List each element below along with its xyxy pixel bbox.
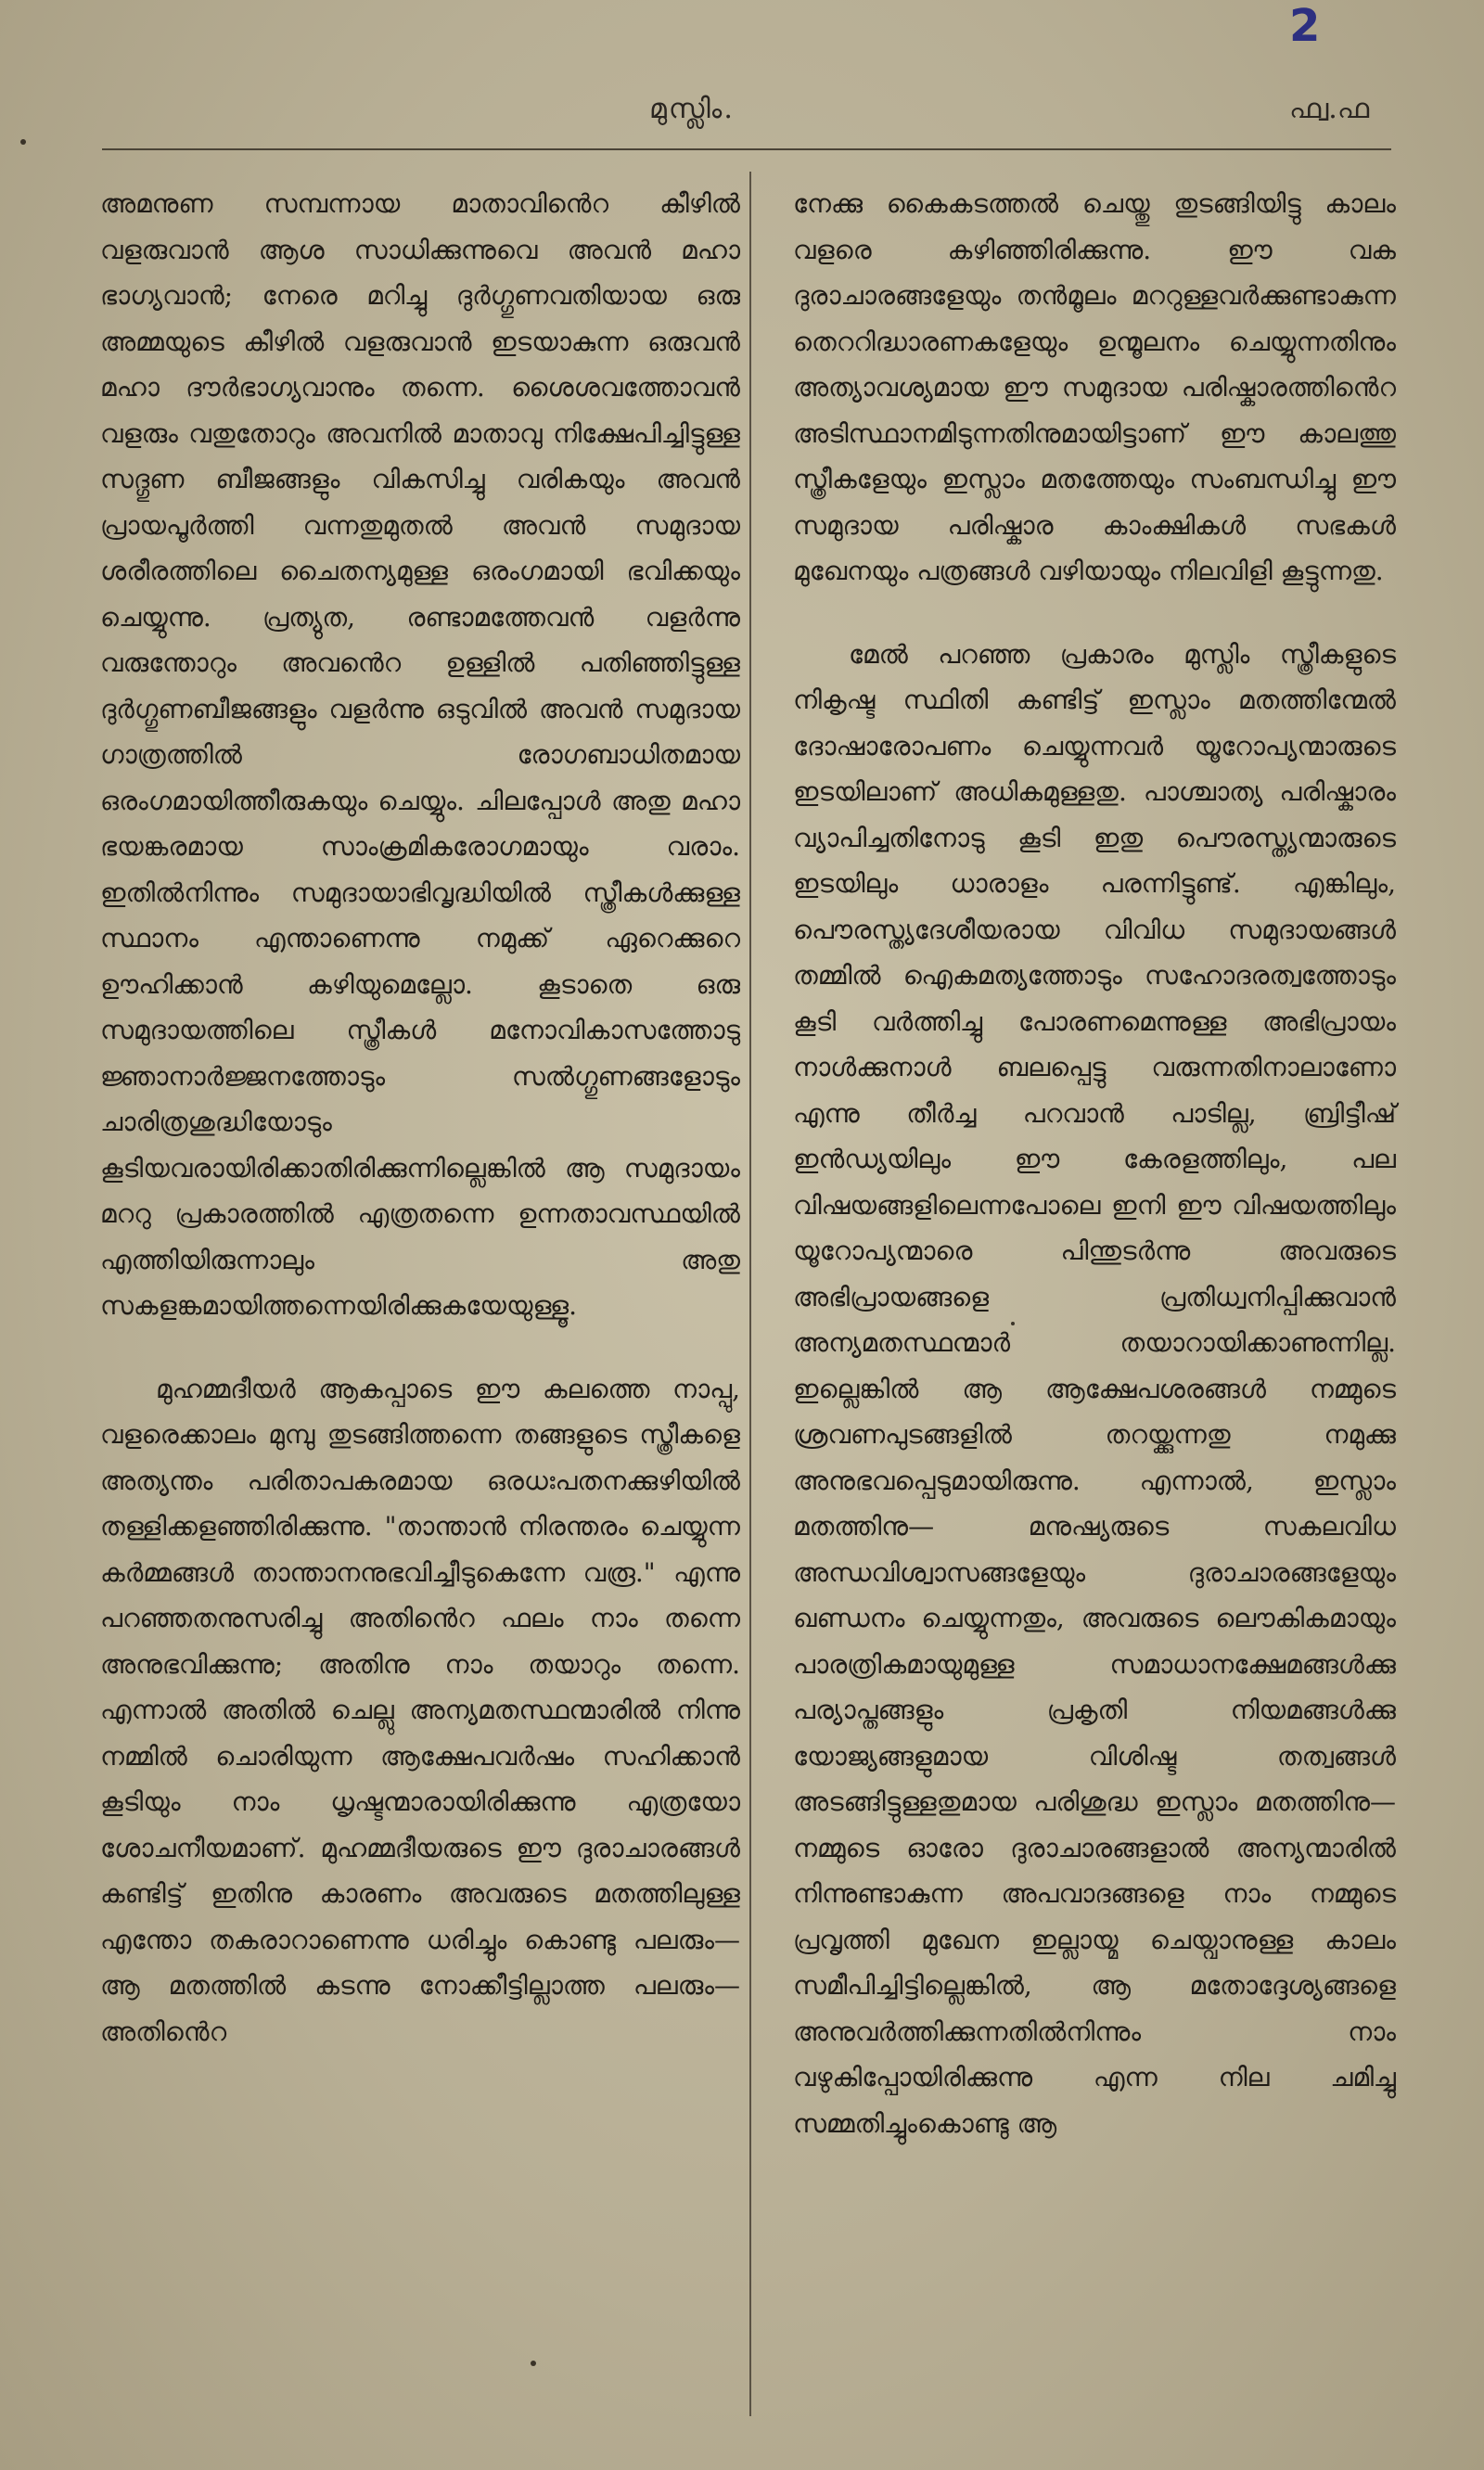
running-header-page-number: ഫ്വ.ഫ [1289,93,1370,125]
running-header-title: മുസ്ലിം. [649,93,735,125]
paper-speck [20,139,26,145]
paper-speck [531,2361,536,2366]
paper-speck [1011,1322,1015,1325]
right-paragraph-2: മേൽ പറഞ്ഞ പ്രകാരം മുസ്ലിം സ്ത്രീകളുടെ നികൃഷ്ട സ്ഥിതി കണ്ടിട്ട് ഇസ്ലാം മതത്തിന്മേൽ ദോഷാരോപണം ചെയ്യുന്നവർ യൂറോപ്യന്മാരുടെ ഇടയിലാണ് അധികമുള്ളതു. പാശ്ചാത്യ പരിഷ്കാരം വ്യാപിച്ചതിനോടു കൂടി ഇതു പൌരസ്ത്യന്മാരുടെ ഇടയിലും ധാരാളം പരന്നിട്ടുണ്ട്. എങ്കിലും, പൌരസ്ത്യദേശീയരായ വിവിധ സമുദായങ്ങൾ തമ്മിൽ ഐകമത്യത്തോടും സഹോദരത്വത്തോടും കൂടി വർത്തിച്ചു പോരണമെന്നുള്ള അഭിപ്രായം നാൾക്കുനാൾ ബലപ്പെട്ടു വരുന്നതിനാലാണോ എന്നു തീർച്ച പറവാൻ പാടില്ല, ബ്രിട്ടീഷ് ഇൻഡ്യയിലും ഈ കേരളത്തിലും, പല വിഷയങ്ങളിലെന്നപോലെ ഇനി ഈ വിഷയത്തിലും യൂറോപ്യന്മാരെ പിന്തുടർന്നു അവരുടെ അഭിപ്രായങ്ങളെ പ്രതിധ്വനിപ്പിക്കുവാൻ അന്യമതസ്ഥന്മാർ തയാറായിക്കാണുന്നില്ല. ഇല്ലെങ്കിൽ ആ ആക്ഷേപശരങ്ങൾ നമ്മുടെ ശ്രവണപുടങ്ങളിൽ തറയ്ക്കുന്നതു നമുക്കു അനുഭവപ്പെടുമായിരുന്നു. എന്നാൽ, ഇസ്ലാം മതത്തിനു— മനുഷ്യരുടെ സകലവിധ അന്ധവിശ്വാസങ്ങളേയും ദുരാചാരങ്ങളേയും ഖണ്ഡനം ചെയ്യുന്നതും, അവരുടെ ലൌകികമായും പാരത്രികമായുമുള്ള സമാധാനക്ഷേമങ്ങൾക്കു പര്യാപ്തങ്ങളും പ്രകൃതി നിയമങ്ങൾക്കു യോജ്യങ്ങളുമായ വിശിഷ്ട തത്വങ്ങൾ അടങ്ങിട്ടുള്ളതുമായ പരിശുദ്ധ ഇസ്ലാം മതത്തിനു— നമ്മുടെ ഓരോ ദുരാചാരങ്ങളാൽ അന്യന്മാരിൽ നിന്നുണ്ടാകുന്ന അപവാദങ്ങളെ നാം നമ്മുടെ പ്രവൃത്തി മുഖേന ഇല്ലായ്മ ചെയ്വാനുള്ള കാലം സമീപിച്ചിട്ടില്ലെങ്കിൽ, ആ മതോദ്ദേശ്യങ്ങളെ അനുവർത്തിക്കുന്നതിൽനിന്നും നാം വഴുകിപ്പോയിരിക്കുന്നു എന്ന നില ചമിച്ചു സമ്മതിച്ചുംകൊണ്ടു ആ [793,638,1396,2139]
page-number: 2 [1289,0,1321,52]
header-rule [102,148,1391,150]
left-paragraph-2: മുഹമ്മദീയർ ആകപ്പാടെ ഈ കലത്തെ നാപ്പു, വളരെക്കാലം മുമ്പു തുടങ്ങിത്തന്നെ തങ്ങളുടെ സ്ത്രീകളെ അത്യന്തം പരിതാപകരമായ ഒരധഃപതനക്കുഴിയിൽ തള്ളിക്കളഞ്ഞിരിക്കുന്നു. "താന്താൻ നിരന്തരം ചെയ്യുന്ന കർമ്മങ്ങൾ താന്താനനുഭവിച്ചീടുകെന്നേ വരൂ." എന്നു പറഞ്ഞതനുസരിച്ചു അതിൻെറ ഫലം നാം തന്നെ അനുഭവിക്കുന്നു; അതിനു നാം തയാറും തന്നെ. എന്നാൽ അതിൽ ചെല്ലു അന്യമതസ്ഥന്മാരിൽ നിന്നു നമ്മിൽ ചൊരിയുന്ന ആക്ഷേപവർഷം സഹിക്കാൻ കൂടിയും നാം ധൃഷ്ടന്മാരായിരിക്കുന്നു എത്രയോ ശോചനീയമാണ്. മുഹമ്മദീയരുടെ ഈ ദുരാചാരങ്ങൾ കണ്ടിട്ട് ഇതിനു കാരണം അവരുടെ മതത്തിലുള്ള എന്തോ തകരാറാണെന്നു ധരിച്ചും കൊണ്ടു പലരും— ആ മതത്തിൽ കടന്നു നോക്കീട്ടില്ലാത്ത പലരും— അതിൻെറ [100,1373,740,2047]
right-column [793,181,1396,2183]
right-paragraph-1: നേക്കു കൈകടത്തൽ ചെയ്തു തുടങ്ങിയിട്ടു കാലം വളരെ കഴിഞ്ഞിരിക്കുന്നു. ഈ വക ദുരാചാരങ്ങളേയും തൻമൂലം മററുള്ളവർക്കുണ്ടാകുന്ന തെററിദ്ധാരണകളേയും ഉന്മൂലനം ചെയ്യുന്നതിനും അത്യാവശ്യമായ ഈ സമുദായ പരിഷ്കാരത്തിൻെറ അടിസ്ഥാനമിടുന്നതിനുമായിട്ടാണ് ഈ കാലത്തു സ്ത്രീകളേയും ഇസ്ലാം മതത്തേയും സംബന്ധിച്ചു ഈ സമുദായ പരിഷ്കാര കാംക്ഷികൾ സഭകൾ മുഖേനയും പത്രങ്ങൾ വഴിയായും നിലവിളി കൂട്ടുന്നതു. [793,188,1396,586]
left-paragraph-1: അമനുണ സമ്പന്നായ മാതാവിൻെറ കീഴിൽ വളരുവാൻ ആശ സാധിക്കുന്നുവെ അവൻ മഹാ ഭാഗ്യവാൻ; നേരെ മറിച്ചു ദുർഗ്ഗുണവതിയായ ഒരു അമ്മയുടെ കീഴിൽ വളരുവാൻ ഇടയാകുന്ന ഒരുവൻ മഹാ ദൗർഭാഗ്യവാനും തന്നെ. ശൈശവത്തോവൻ വളരും വതുതോറും അവനിൽ മാതാവു നിക്ഷേപിച്ചിട്ടുള്ള സദ്ഗുണ ബീജങ്ങളും വികസിച്ചു വരികയും അവൻ പ്രായപൂർത്തി വന്നതുമുതൽ അവൻ സമുദായ ശരീരത്തിലെ ചൈതന്യമുള്ള ഒരംഗമായി ഭവിക്കയും ചെയ്യുന്നു. പ്രത്യുത, രണ്ടാമത്തേവൻ വളർന്നു വരുന്തോറും അവൻെറ ഉള്ളിൽ പതിഞ്ഞിട്ടുള്ള ദുർഗ്ഗുണബീജങ്ങളും വളർന്നു ഒടുവിൽ അവൻ സമുദായ ഗാത്രത്തിൽ രോഗബാധിതമായ ഒരംഗമായിത്തീരുകയും ചെയ്യും. ചിലപ്പോൾ അതു മഹാ ഭയങ്കരമായ സാംക്രമികരോഗമായും വരാം. ഇതിൽനിന്നും സമുദായാഭിവൃദ്ധിയിൽ സ്ത്രീകൾക്കുള്ള സ്ഥാനം എന്താണെന്നു നമുക്ക് ഏറെക്കുറെ ഊഹിക്കാൻ കഴിയുമെല്ലോ. കൂടാതെ ഒരു സമുദായത്തിലെ സ്ത്രീകൾ മനോവികാസത്തോടു ജ്ഞാനാർജ്ജനത്തോടും സൽഗ്ഗുണങ്ങളോടും ചാരിത്രശുദ്ധിയോടും കൂടിയവരായിരിക്കാതിരിക്കുന്നില്ലെങ്കിൽ ആ സമുദായം മററു പ്രകാരത്തിൽ എത്രതന്നെ ഉന്നതാവസ്ഥയിൽ എത്തിയിരുന്നാലും അതു സകളങ്കമായിത്തന്നെയിരിക്കുകയേയുള്ളൂ. [100,188,740,1321]
column-divider [749,172,751,2416]
left-column [100,181,740,2092]
